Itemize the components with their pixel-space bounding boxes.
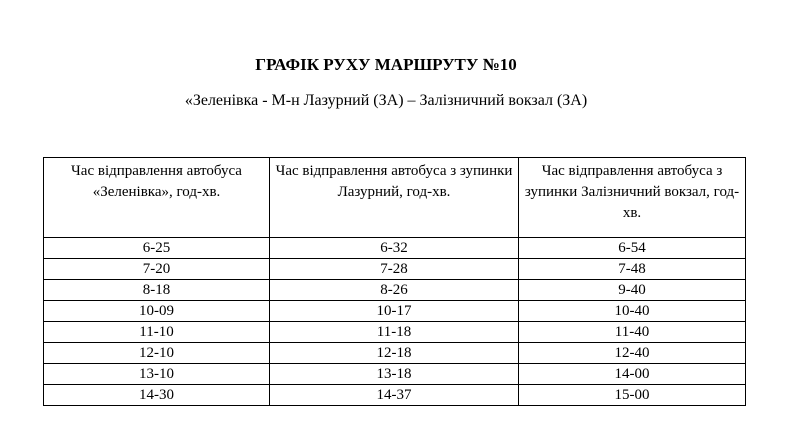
table-row (44, 364, 746, 385)
time-cell: 7-48 (519, 259, 746, 280)
time-cell: 9-40 (519, 280, 746, 301)
time-cell: 10-40 (519, 301, 746, 322)
time-cell: 13-18 (270, 364, 519, 385)
time-cell: 11-10 (44, 322, 270, 343)
time-cell: 11-40 (519, 322, 746, 343)
table-row (44, 322, 746, 343)
time-cell: 14-00 (519, 364, 746, 385)
time-cell: 6-32 (270, 238, 519, 259)
time-cell: 7-20 (44, 259, 270, 280)
time-cell: 14-30 (44, 385, 270, 406)
time-cell: 15-00 (519, 385, 746, 406)
time-cell: 14-37 (270, 385, 519, 406)
time-cell: 6-54 (519, 238, 746, 259)
time-cell: 8-26 (270, 280, 519, 301)
header-departure-railway-station: Час відправлення автобуса з зупинки Залізничний вокзал, год-хв. (519, 158, 746, 238)
table-header-row (44, 158, 746, 238)
table-row (44, 343, 746, 364)
schedule-table (43, 157, 746, 406)
time-cell: 13-10 (44, 364, 270, 385)
time-cell: 12-10 (44, 343, 270, 364)
time-cell: 12-40 (519, 343, 746, 364)
route-subtitle: «Зеленівка - М-н Лазурний (ЗА) – Залізничний вокзал (ЗА) (184, 92, 588, 109)
header-departure-zelenivka: Час відправлення автобуса «Зеленівка», год-хв. (44, 158, 270, 238)
table-row (44, 301, 746, 322)
time-cell: 6-25 (44, 238, 270, 259)
table-row (44, 280, 746, 301)
time-cell: 12-18 (270, 343, 519, 364)
time-cell: 10-17 (270, 301, 519, 322)
table-row (44, 259, 746, 280)
table-row (44, 238, 746, 259)
document-title: ГРАФІК РУХУ МАРШРУТУ №10 (255, 55, 517, 74)
header-departure-lazurnyi: Час відправлення автобуса з зупинки Лазурний, год-хв. (270, 158, 519, 238)
time-cell: 8-18 (44, 280, 270, 301)
time-cell: 7-28 (270, 259, 519, 280)
time-cell: 10-09 (44, 301, 270, 322)
time-cell: 11-18 (270, 322, 519, 343)
table-row (44, 385, 746, 406)
